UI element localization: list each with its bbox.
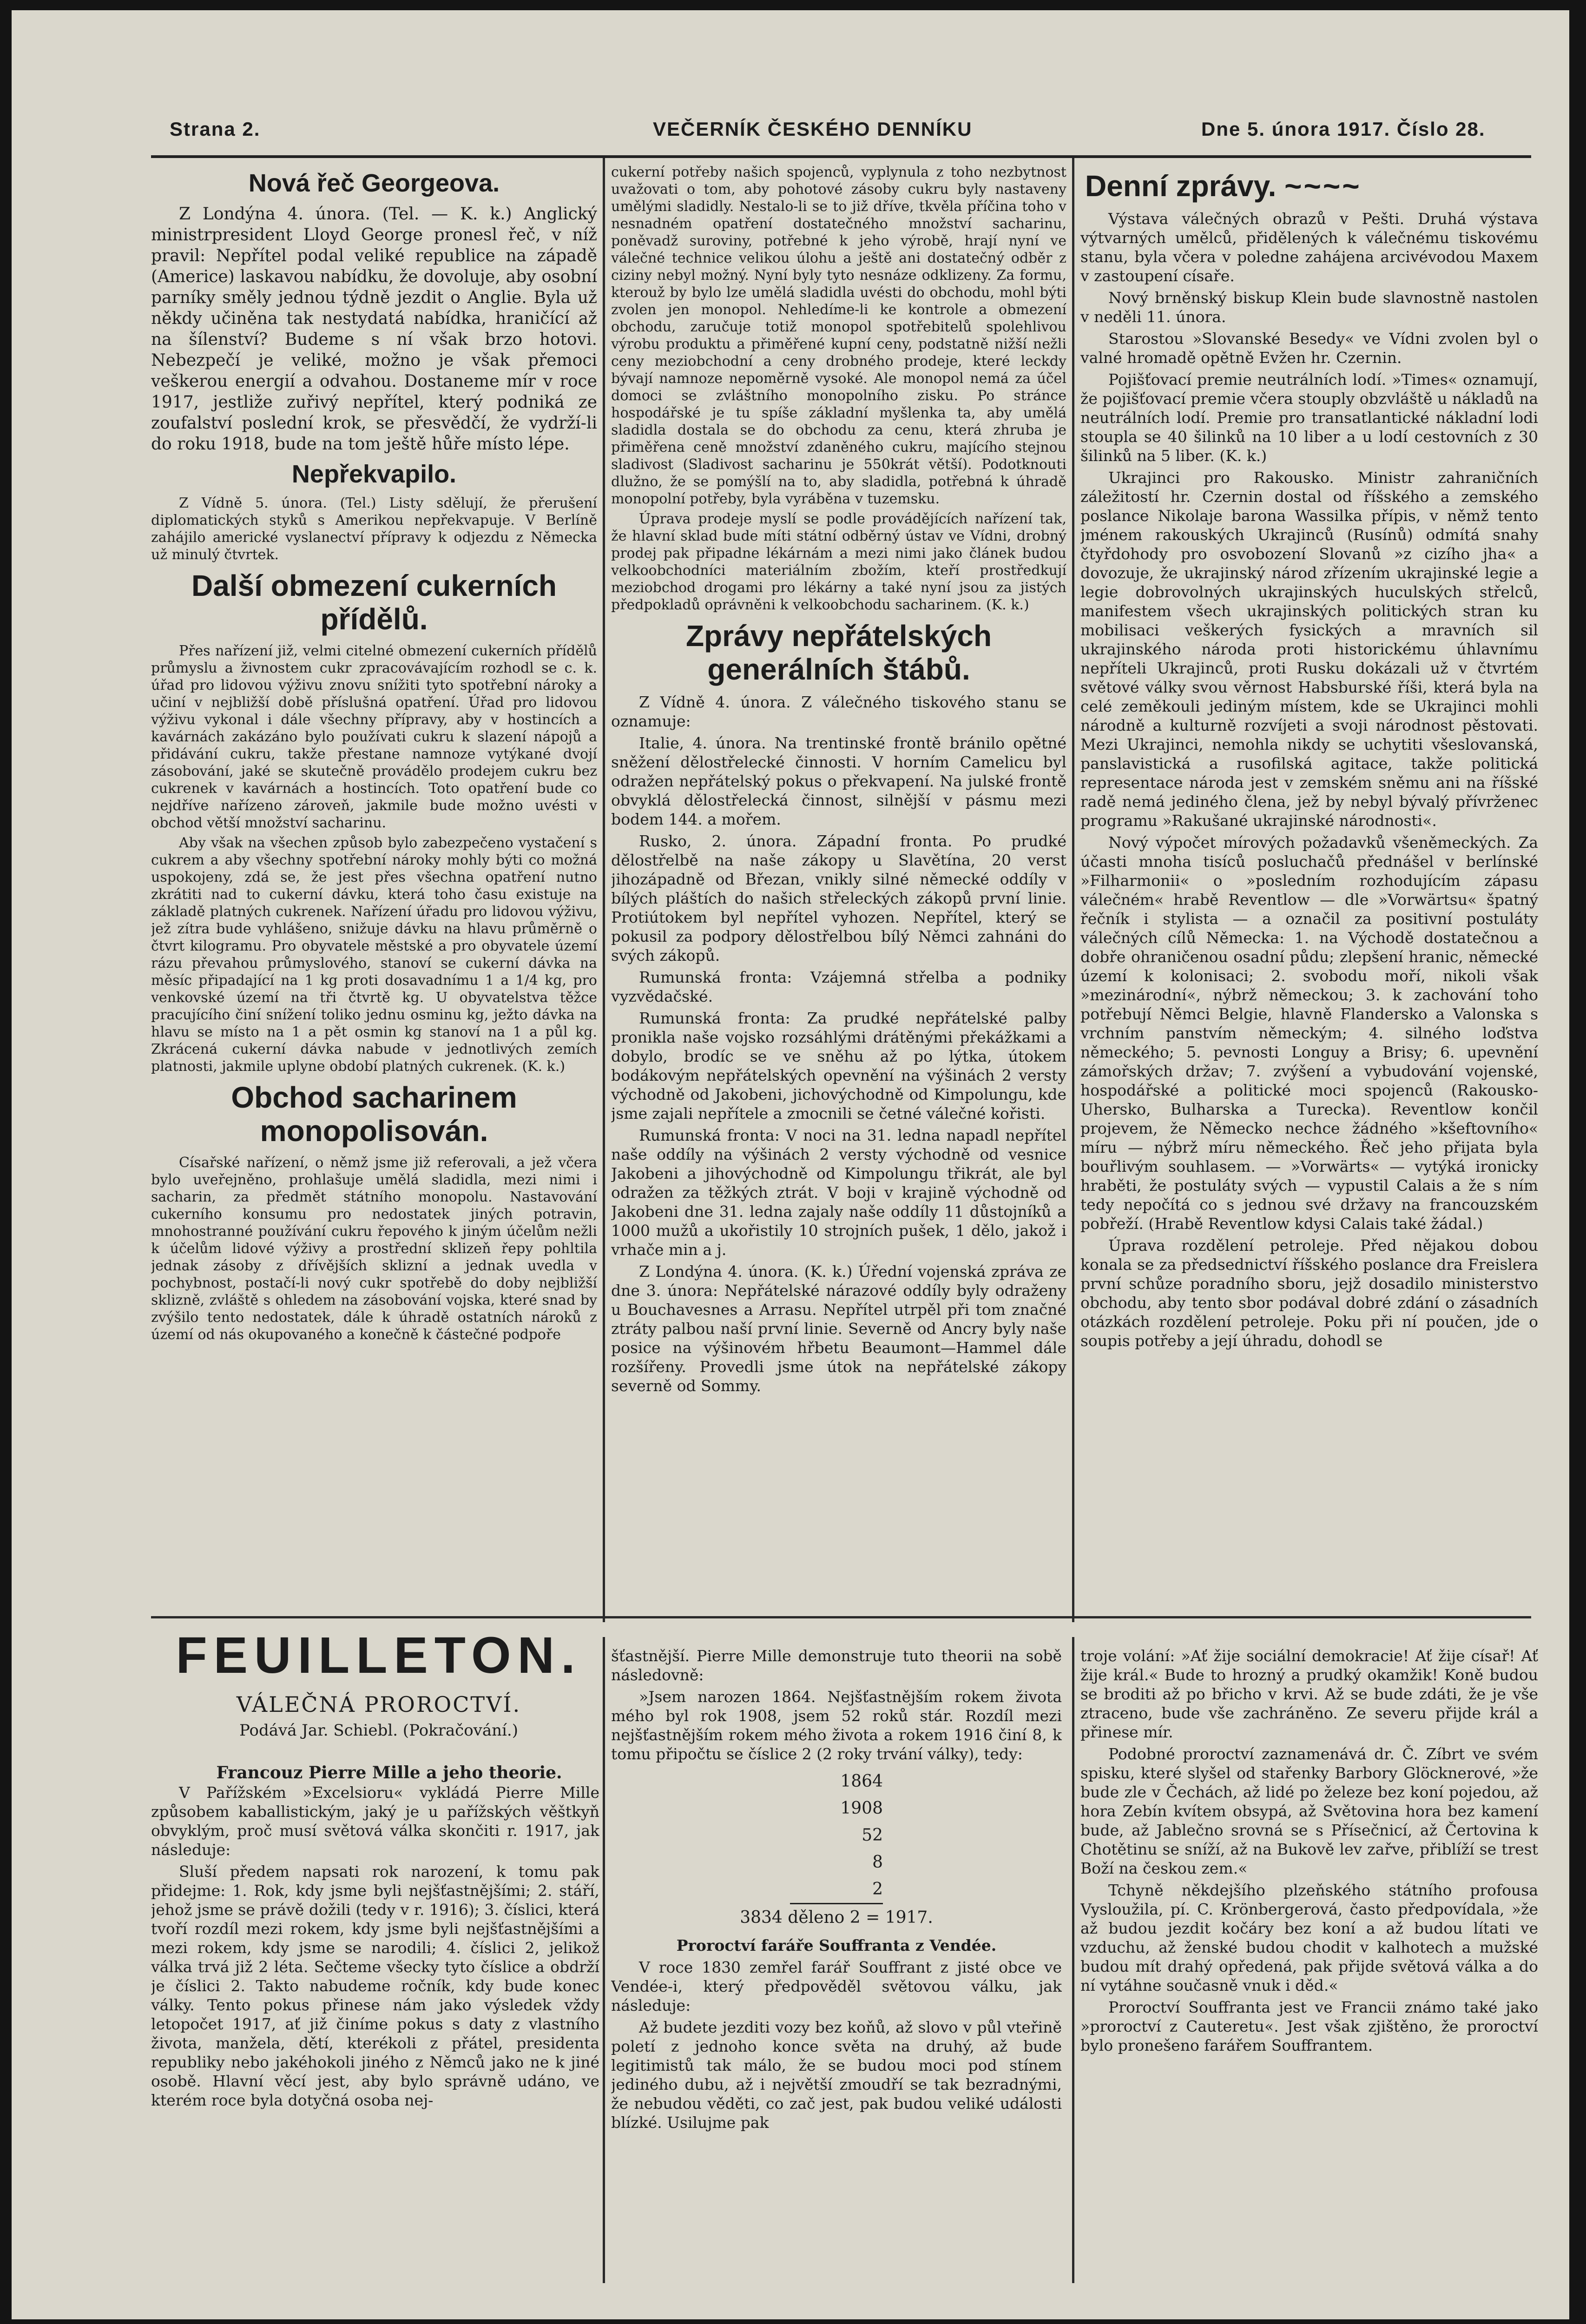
- column-3: [1080, 164, 1538, 1609]
- news-item: Výstava válečných obrazů v Pešti. Druhá výstava výtvarných umělců, přidělených k válečnému tiskovému stanu, byla včera v poledne zahájena arcivévodou Maxem v zastoupení císaře.: [1080, 210, 1538, 285]
- article-headline: Další obmezení cukerních přídělů.: [191, 569, 557, 636]
- feuilleton-text: Podobné proroctví zaznamenává dr. Č. Zíbrt ve svém spisku, které slyšel od stařenky Barbory Glöcknerové, »že bude zle v Čechách, až lidé po železe bez koní pojedou, až hora Zebín kvítem obsypá, až Světovina hora bez kamení bude, až Jablečno srovná se s Přísečnicí, až Čertovina k Chotětinu se sníží, až na Bukově lev zařve, přiblíží se trest Boží na českou zem.«: [1080, 1745, 1538, 1877]
- article-text: Z Vídně 5. února. (Tel.) Listy sdělují, že přerušení diplomatických styků s Amerikou nepřekvapuje. V Berlíně zahájilo americké vyslanectví přípravy k odjezdu z Německa už minulý čtvrtek.: [151, 495, 597, 563]
- article-text: Rusko, 2. února. Západní fronta. Po prudké dělostřelbě na naše zákopy u Slavětína, 20 verst jihozápadně od Březan, vnikly silné německé oddíly v bílých pláštích do našich střeleckých zákopů první linie. Protiútokem byl nepřítel vyhozen. Nepřítel, který se pokusil za podpory dělostřelbou bílý Němci zahnáni do svých zákopů.: [611, 832, 1066, 964]
- article-text: Aby však na všechen způsob bylo zabezpečeno vystačení s cukrem a aby všechny spotřební nároky mohly býti co možná uspokojeny, zdá se, že jest přes všechna opatření nutno zkrátiti nad to cukerní dávku, která toho času existuje na základě platných cukrenek. Nařízení úřadu pro lidovou výživu, jež zítra bude vyhlášeno, snižuje dávku na hlavu průměrně o čtvrt kilogramu. Pro obyvatele městské a pro obyvatele území rázu převahou průmyslového, stanoví se cukerní dávka na měsíc připadající na 1 kg proti dosavadnímu 1 a 1/4 kg, pro venkovské území na tři čtvrtě kg. U obyvatelstva těžce pracujícího činí snížení toliko jednu osminu kg, ježto dávka na hlavu se místo na 1 a pět osmin kg stanoví na 1 a půl kg. Zkrácená cukerní dávka nabude v jednotlivých zemích platnosti, jakmile uplyne období platných cukrenek. (K. k.): [151, 835, 597, 1075]
- article-text: Rumunská fronta: V noci na 31. ledna napadl nepřítel naše oddíly na výšinách 2 versty východně od vesnice Jakobeni a jihovýchodně od Kimpolungu třikrát, ale byl odražen za těžkých ztrát. V boji v krajině východně od Jakobeni dne 31. ledna zajaly naše oddíly 11 důstojníků a 1000 mužů a ukořistily 10 strojních pušek, 1 dělo, jakož i vrhače min a j.: [611, 1126, 1066, 1259]
- feuilleton-column-1: [151, 1763, 599, 2283]
- feuilleton-text: Proroctví Souffranta jest ve Francii známo také jako »proroctví z Cauteretu«. Jest však zjištěno, že proroctví bylo pronešeno farářem Souffrantem.: [1080, 1998, 1538, 2054]
- article-text: Přes nařízení již, velmi citelné obmezení cukerních přídělů průmyslu a živnostem cukr zpracovávajícím rozhodl se c. k. úřad pro lidovou výživu znovu snížiti tyto spotřební nároky a učiní v nejbližší době příslušná opatření. Úřad pro lidovou výživu vykonal i dále všechny přípravy, aby v hostincích a kavárnách zakázáno bylo používati cukru k slazení nápojů a přidávání cukru, takže přestane namnoze vytýkané dvojí zásobování, jaké se skutečně provádělo prodejem cukru bez cukrenek v kavárnách a hostincích. Toto opatření bude co nejdříve nařízeno zároveň, jakmile bude možno uvésti v obchod větší množství sacharinu.: [151, 643, 597, 831]
- article-headline: Obchod sacharinem monopolisován.: [231, 1081, 517, 1148]
- page-header: [151, 118, 1531, 151]
- newspaper-page: [12, 10, 1569, 2319]
- news-item: Úprava rozdělení petroleje. Před nějakou dobou konala se za předsednictví říšského poslance dra Freislera první schůze poradního sboru, jejž dosadilo ministerstvo obchodu, aby tento sbor podával dobré zdání o zásadních otázkách rozdělení petroleje. Poku při ní poučen, jde o soupis potřeby a její úhradu, dohodl se: [1080, 1236, 1538, 1350]
- calc-number: 52: [862, 1826, 883, 1845]
- article-text: cukerní potřeby našich spojenců, vyplynula z toho nezbytnost uvažovati o tom, aby pohotové zásoby cukru byly nastaveny umělými sladidly. Nestalo-li se to již dříve, tkvěla příčina toho v nesnadném opatření dostatečného množství sacharinu, poněvadž suroviny, potřebné k jeho výrobě, hrají nyní ve válečné technice velikou úlohu a ještě ani dostatečný odběr z ciziny nebyl možný. Nyní byly tyto nesnáze odklizeny. Za formu, kterouž by bylo lze umělá sladidla uvésti do obchodu, mohl býti zvolen jen monopol. Nehledíme-li ke kontrole a obmezení obchodu, zaručuje totiž monopol spotřebitelů spolehlivou výrobu produktu a přiměřené kupní ceny, podstatně nižší nežli ceny meziobchodní a ceny drobného prodeje, které leckdy bývají namnoze nepoměrně vysoké. Ale monopol nemá za účel domoci se zvláštního monopolního zisku. Po stránce hospodářské je tu spíše základní myšlenka ta, aby umělá sladidla dostala se do obchodu za cenu, která zhruba je přiměřena ceně množství zdaněného cukru, majícího stejnou sladivost (Sladivost sacharinu je 550krát větší). Podotknouti dlužno, že se pomýšlí na to, aby sladidla, potřebná k úhradě monopolní potřeby, byla vyráběna v tuzemsku.: [611, 164, 1066, 507]
- column-divider: [1072, 1637, 1074, 2283]
- article-text: Italie, 4. února. Na trentinské frontě bránilo opětné sněžení dělostřelecké činnosti. V horním Camelicu byl odražen nepřátelský pokus o překvapení. Na julské frontě obvyklá dělostřelecká činnost, silnější v pásmu mezi bodem 144. a mořem.: [611, 734, 1066, 828]
- calculation: [611, 1768, 1062, 1931]
- feuilleton-subheading: Francouz Pierre Mille a jeho theorie.: [216, 1763, 562, 1783]
- feuilleton-text: »Jsem narozen 1864. Nejšťastnějším rokem života mého byl rok 1908, jsem 52 roků stár. Rozdíl mezi nejšťastnějším rokem mého života a rokem 1916 činí 8, k tomu připočtu se číslice 2 (2 roky trvání války), tedy:: [611, 1688, 1062, 1763]
- feuilleton-column-3: [1080, 1646, 1538, 2283]
- feuilleton-text: troje volání: »Ať žije sociální demokracie! Ať žije císař! Ať žije král.« Bude to hrozný a prudký okamžik! Koně budou se broditi až po břicho v krvi. Až se bude zdáti, že je vše ztraceno, bude vše zachráněno. Ze severu přijde král a přinese mír.: [1080, 1647, 1538, 1741]
- article-text: Císařské nařízení, o němž jsme již referovali, a jež včera bylo uveřejněno, prohlašuje umělá sladidla, mezi nimi i sacharin, za předmět státního monopolu. Nastavování cukerního konsumu pro nedostatek jiných potravin, mnohostranné používání cukru řepového k jiným účelům nežli k účelům lidové výživy a prostřední sklizeň řepy pohltila jednak zásoby z dřívějších sklizní a jednak uvedla v pochybnost, postačí-li nový cukr spotřebě do doby nejbližší sklizně, zvláště s ohledem na zásobování vojska, které snad by zvýšilo tento nedostatek, dále k úhradě ostatních nároků z území od nás okupovaného a konečně k částečné podpoře: [151, 1155, 597, 1343]
- feuilleton-text: V roce 1830 zemřel farář Souffrant z jisté obce ve Vendée-i, který předpověděl světovou válku, jak následuje:: [611, 1958, 1062, 2014]
- section-headline: Denní zprávy. ~~~~: [1085, 169, 1362, 203]
- feuilleton-text: Tchyně někdejšího plzeňského státního profousa Vysloužila, pí. C. Krönbergerová, často předpovídala, »že až budou jezdit kočáry bez koní a až budou lítati ve vzduchu, až ženské budou chodit v kalhotech a mužské budou mít drahý opředená, pak přijde světová válka a do ní vytáhne současně vnuk i děd.«: [1080, 1881, 1538, 1994]
- article-headline: Zprávy nepřátelských generálních štábů.: [685, 619, 992, 686]
- news-item: Starostou »Slovanské Besedy« ve Vídni zvolen byl o valné hromadě opětně Evžen hr. Czernin.: [1080, 330, 1538, 367]
- feuilleton-title: VÁLEČNÁ PROROCTVÍ.: [236, 1692, 521, 1717]
- article-text: Rumunská fronta: Vzájemná střelba a podniky vyzvědačské.: [611, 968, 1066, 1005]
- feuilleton-divider: [151, 1616, 1531, 1618]
- feuilleton-text: šťastnější. Pierre Mille demonstruje tuto theorii na sobě následovně:: [611, 1647, 1062, 1684]
- calc-number: 1864: [840, 1772, 883, 1791]
- article-text: Z Londýna 4. února. (K. k.) Úřední vojenská zpráva ze dne 3. února: Nepřátelské nárazové oddíly byly odraženy u Bouchavesnes a Arrasu. Nepřítel utrpěl při tom značné ztráty palbou naší první linie. Severně od Ancry byly naše posice na výšinovém hřbetu Beaumont—Hammel dále rozšířeny. Provedli jsme útok na nepřátelské zákopy severně od Sommy.: [611, 1262, 1066, 1395]
- feuilleton-author: Podává Jar. Schiebl. (Pokračování.): [239, 1721, 518, 1740]
- column-divider: [1072, 158, 1074, 1622]
- feuilleton-column-2: [611, 1646, 1062, 2283]
- column-2: [611, 164, 1066, 1609]
- issue-date: Dne 5. února 1917. Číslo 28.: [1201, 118, 1486, 140]
- header-rule: [151, 155, 1531, 158]
- feuilleton-text: Až budete jezditi vozy bez koňů, až slovo v půl vteřině poletí z jednoho konce světa na druhý, až bude legitimistů tak málo, že se budou moci pod stínem jediného dubu, až i největší zmoudří se tak bezradnými, že nebudou věděti, co zač jest, pak budou veliké události blízké. Usilujme pak: [611, 2018, 1062, 2132]
- article-headline: Nepřekvapilo.: [291, 460, 457, 488]
- article-text: Úprava prodeje myslí se podle provádějících nařízení tak, že hlavní sklad bude míti státní odběrný ústav ve Vídni, drobný prodej pak připadne lékárnám a mezi nimi jako článek budou velkoobchodníci materiálním zbožím, kteří prostředkují meziobchod drogami pro lékárny a také nyní jsou za jistých předpokladů oprávněni k velkoobchodu sacharinem. (K. k.): [611, 511, 1066, 613]
- news-item: Pojišťovací premie neutrálních lodí. »Times« oznamují, že pojišťovací premie včera stouply obzvláště u nákladů na neutrálních lodí. Premie pro transatlantické nákladní lodi stoupla se 40 šilinků na 10 liber a u lodí cestovních z 30 šilinků na 5 liber. (K. k.): [1080, 370, 1538, 465]
- feuilleton-text: Sluší předem napsati rok narození, k tomu pak přidejme: 1. Rok, kdy jsme byli nejšťastnějšími; 2. stáří, jehož jsme se právě dožili (tedy v r. 1916); 3. číslici, která tvoří rozdíl mezi rokem, kdy jsme byli nejšťastnějšími a mezi rokem, kdy jsme se narodili; 4. číslici 2, jelikož válka trvá již 2 léta. Sečteme všecky tyto číslice a obdrží je číslici 2. Takto nabudeme ročník, kdy bude konec války. Tento pokus přinese nám jako výsledek vždy letopočet 1917, ať již činíme pokus s daty z vlastního života, manžela, dětí, kterékoli z přátel, presidenta republiky nebo jakéhokoli jiného z Němců jako ne k jiné osobě. Hlavní věcí jest, aby bylo správně udáno, ve kterém roce byla dotyčná osoba nej-: [151, 1862, 599, 2109]
- column-1: [151, 164, 597, 1614]
- article-headline: Nová řeč Georgeova.: [248, 169, 500, 197]
- feuilleton-text: V Pařížském »Excelsioru« vykládá Pierre Mille způsobem kaballistickým, jaký je u pařížských věštkyň obvyklým, proč musí světová válka skončiti r. 1917, jak následuje:: [151, 1783, 599, 1859]
- masthead: VEČERNÍK ČESKÉHO DENNÍKU: [653, 118, 973, 140]
- calc-result: 3834 děleno 2 = 1917.: [740, 1908, 933, 1927]
- feuilleton-header: [151, 1623, 606, 1763]
- calc-number: 8: [872, 1853, 883, 1872]
- calc-number: 2: [872, 1880, 883, 1899]
- news-item: Nový výpočet mírových požadavků všeněmeckých. Za účasti mnoha tisíců posluchačů přednášel v berlínské »Filharmonii« o »posledním rozhodujícím zápasu válečném« hrabě Reventlow — dle »Vorwärtsu« špatný řečník i stylista — a označil za positivní postuláty válečných cílů Německa: 1. na Východě dostatečnou a dobře ohraničenou osadní půdu; zlepšení hranic, německé území k kolonisaci; 2. svobodu moří, nikoli však »mezinárodní«, nýbrž německou; 3. k zachování toho potřebují Němci Belgie, hlavně Flandersko a Valonska s vrchním panstvím německým; 4. silného loďstva německého; 5. pevnosti Longuy a Brisy; 6. upevnění zámořských držav; 7. zvýšení a vybudování vojenské, hospodářské a politické moci spojenců (Rakousko-Uhersko, Bulharska a Turecka). Reventlow končil projevem, že Německo nechce žádného »kšeftovního« míru — nýbrž míru německého. Řeč jeho přijata byla bouřlivým souhlasem. — »Vorwärts« — vytýká ironicky hraběti, že postuláty svých — vypustil Calais a že s ním tedy nepočítá co s jednou své državy na francouzském pobřeží. (Hrabě Reventlow kdysi Calais také žádal.): [1080, 833, 1538, 1233]
- feuilleton-subheading: Proroctví faráře Souffranta z Vendée.: [676, 1936, 997, 1954]
- calc-number: 1908: [840, 1799, 883, 1818]
- article-text: Rumunská fronta: Za prudké nepřátelské palby pronikla naše vojsko rozsáhlými drátěnými překážkami a dobylo, brodíc se ve sněhu až po lýtka, útokem bodákovým nepřátelských opevnění na výšinách 2 versty východně od Jakobeni, jichovýchodně od Kimpolungu, kde jsme zajali nepřítele a zmocnili se četné válečné kořisti.: [611, 1009, 1066, 1122]
- feuilleton-banner: FEUILLETON.: [176, 1627, 582, 1684]
- article-text: Z Vídně 4. února. Z válečného tiskového stanu se oznamuje:: [611, 693, 1066, 730]
- news-item: Ukrajinci pro Rakousko. Ministr zahraničních záležitostí hr. Czernin dostal od říšského a zemského poslance Nikolaje barona Wassilka přípis, v němž tento jménem rakouských Ukrajinců (Rusínů) odmítá snahy čtyřdohody pro osvobození Slovanů »z cizího jha« a dovozuje, že ukrajinský národ zřízením ukrajinské legie a legie dobrovolných ukrajinských huculských střelců, manifestem všech ukrajinských politických stran ku mobilisaci veškerých fysických a mravních sil ukrajinského národa proti historickému úhlavnímu nepříteli Ukrajinců, proti Rusku dokázali už v čtvrtém světové války svou věrnost Habsburské říši, která byla na celé zeměkouli jediným místem, kde se Ukrajinci mohli národně a kulturně rozvíjeti a svoji národnost pěstovati. Mezi Ukrajinci, nemohla nikdy se uchytiti všeslovanská, panslavistická a rusofilská agitace, takže politická representace národa jest v zemském sněmu ani na říšské radě nemá jediného člena, jež by nebyl bývalý přívrženec programu »Rakušané ukrajinské národnosti«.: [1080, 469, 1538, 830]
- page-number: Strana 2.: [170, 118, 261, 140]
- article-text: Z Londýna 4. února. (Tel. — K. k.) Anglický ministrpresident Lloyd George pronesl řeč, v níž pravil: Nepřítel podal veliké republice na západě (Americe) laskavou nabídku, že dovoluje, aby osobní parníky směly jednou týdně jezdit o Anglie. Byla už někdy učiněna tak nestydatá nabídka, hraničící až na šílenství? Budeme s ní však brzo hotovi. Nebezpečí je veliké, možno je však přemoci veškerou energií a odvahou. Dostaneme mír v roce 1917, jestliže zuřivý nepřítel, který podniká ze zoufalství poslední krok, se přesvědčí, že vydrží-li do roku 1918, bude na tom ještě hůře místo lépe.: [151, 205, 597, 454]
- column-divider: [603, 158, 605, 1622]
- news-item: Nový brněnský biskup Klein bude slavnostně nastolen v neděli 11. února.: [1080, 289, 1538, 326]
